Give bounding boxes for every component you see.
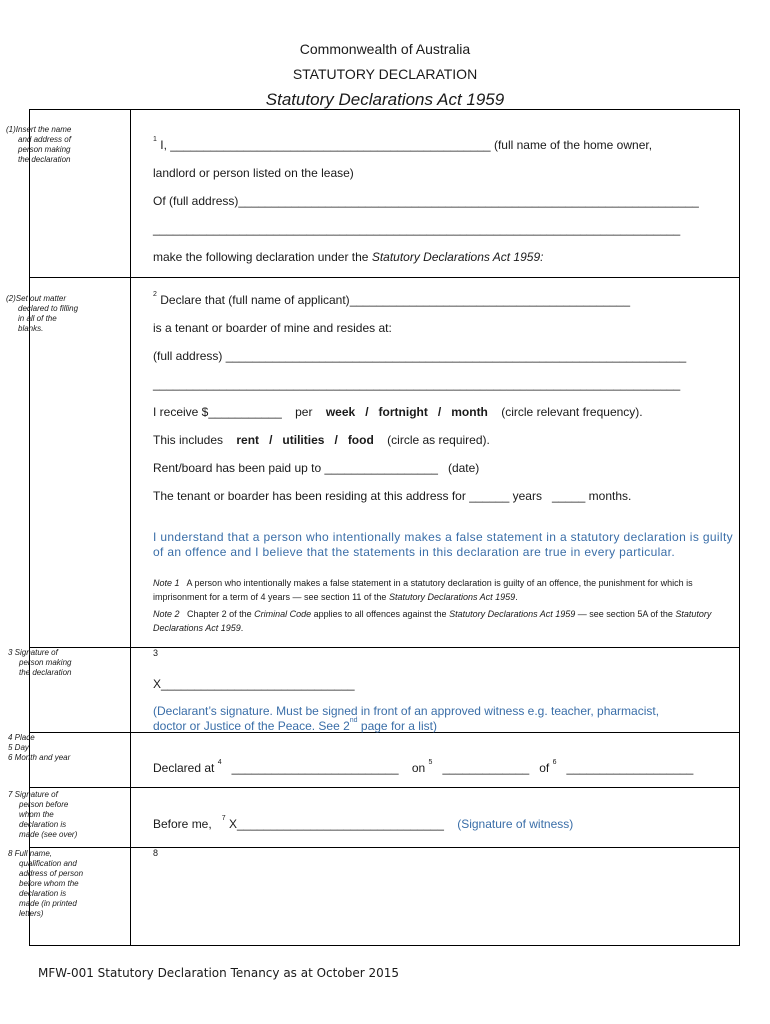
margin-note-4: 4 Place 5 Day 6 Month and year — [8, 733, 71, 762]
header-act-title: Statutory Declarations Act 1959 — [265, 90, 505, 109]
row-divider-1 — [30, 277, 739, 278]
row-divider-5 — [30, 847, 739, 848]
row-divider-2 — [30, 647, 739, 648]
applicant-name-line[interactable]: $^2$ Declare that (full name of applicant)__________________________________________ — [153, 291, 630, 307]
declarant-signature-note: (Declarant’s signature. Must be signed in front of an approved witness e.g. teacher, pharmacist, — [153, 704, 660, 718]
witness-signature-line[interactable]: Before me, $^7$ X_______________________________ (Signature of witness) — [153, 815, 574, 831]
note-1: Note 1 A person who intentionally makes a false statement in a statutory declaration is guilty of an offence, the punishment for which is imprisonment for a term of 4 years — see section 11 of the Statutory Declarations Act 1959. — [153, 578, 693, 602]
paid-up-to-line[interactable]: Rent/board has been paid up to _________________ (date) — [153, 461, 480, 475]
margin-note-5: 7 Signature of person before whom the declaration is made (see over) — [8, 790, 78, 839]
row-divider-4 — [30, 787, 739, 788]
declared-at-line[interactable]: Declared at $^4$ _________________________ on $^5$ _____________ of $^6$ ___________________ — [153, 759, 694, 775]
margin-note-1: (1)Insert the name and address of person making the declaration — [6, 125, 72, 164]
payment-line[interactable]: I receive $___________ per week / fortnight / month (circle relevant frequency). — [153, 405, 643, 419]
header-commonwealth: Commonwealth of Australia — [299, 41, 471, 57]
option-month[interactable]: month — [451, 405, 488, 419]
tenant-address-line-2[interactable]: _______________________________________________________________________________ — [153, 377, 681, 391]
declarant-signature-line[interactable]: X_____________________________ — [153, 677, 355, 691]
declarant-address-line-2[interactable]: _______________________________________________________________________________ — [153, 222, 681, 236]
margin-note-3: 3 Signature of person making the declaration — [8, 648, 72, 677]
column-divider — [130, 110, 131, 945]
residing-duration-line[interactable]: The tenant or boarder has been residing at this address for ______ years _____ months. — [153, 489, 632, 503]
declarant-role-text: landlord or person listed on the lease) — [153, 166, 354, 180]
option-food[interactable]: food — [347, 433, 374, 447]
option-fortnight[interactable]: fortnight — [378, 405, 428, 419]
section-8-number: 8 — [153, 848, 159, 858]
option-utilities[interactable]: utilities — [282, 433, 325, 447]
declaration-intro: make the following declaration under the Statutory Declarations Act 1959: — [153, 250, 544, 264]
declarant-signature-note-2: doctor or Justice of the Peace. See 2nd page for a list) — [153, 717, 437, 733]
margin-note-6: 8 Full name, qualification and address of person before whom the declaration is made (in printed letters) — [8, 849, 84, 918]
understanding-statement: I understand that a person who intentionally makes a false statement in a statutory declaration is guilty of an offence and I believe that the statements in this declaration are true in every particular. — [153, 530, 733, 559]
footer-text: MFW-001 Statutory Declaration Tenancy as at October 2015 — [38, 966, 399, 980]
witness-details-field[interactable] — [131, 860, 736, 940]
declarant-name-line[interactable]: $^1$ I, ________________________________________________ (full name of the home owner, — [153, 136, 653, 152]
tenant-statement: is a tenant or boarder of mine and resides at: — [153, 321, 392, 335]
note-2: Note 2 Chapter 2 of the Criminal Code applies to all offences against the Statutory Declarations Act 1959 — see section 5A of the Statutory Declarations Act 1959. — [153, 609, 712, 633]
includes-line: This includes rent / utilities / food (circle as required). — [153, 433, 490, 447]
section-3-number: 3 — [153, 648, 159, 658]
option-rent[interactable]: rent — [236, 433, 260, 447]
tenant-address-line[interactable]: (full address) _____________________________________________________________________ — [153, 349, 687, 363]
header-statutory-declaration: STATUTORY DECLARATION — [292, 66, 478, 82]
margin-note-2: (2)Set out matter declared to filling in all of the blanks. — [6, 294, 79, 333]
option-week[interactable]: week — [325, 405, 356, 419]
declarant-address-line[interactable]: Of (full address)_____________________________________________________________________ — [153, 194, 699, 208]
